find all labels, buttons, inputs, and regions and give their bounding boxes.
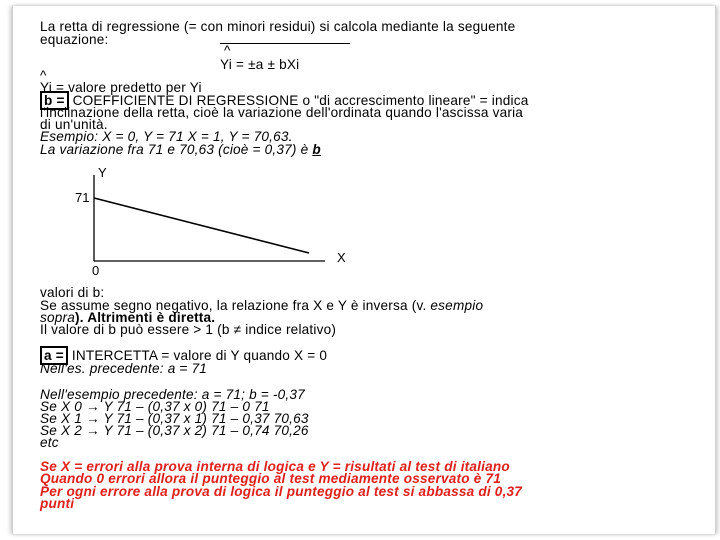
yhat-definition: Yi = valore predetto per Yi xyxy=(40,80,202,95)
b-definition: COEFFICIENTE DI REGRESSIONE o "di accrescimento lineare" = indica xyxy=(68,93,529,108)
y-tick-71: 71 xyxy=(75,190,90,205)
red-line-4: punti xyxy=(40,496,75,511)
variation-b: b xyxy=(312,142,321,157)
calc-line-1: Se X 1 → Y 71 – (0,37 x 1) 71 – 0,37 70,63 xyxy=(40,411,309,426)
red-line-1: Se X = errori alla prova interna di logica e Y = risultati al test di italiano xyxy=(40,459,510,474)
example-values-line: Nell'esempio precedente: a = 71; b = -0,37 xyxy=(40,387,305,402)
hat-mark: ^ xyxy=(224,43,231,58)
negative-esempio: esempio xyxy=(430,298,484,313)
text-line-unita: di un'unità. xyxy=(40,117,108,132)
hat-mark-2: ^ xyxy=(40,68,47,83)
y-axis-label: Y xyxy=(98,165,107,180)
red-line-2: Quando 0 errori allora il punteggio al test mediamente osservato è 71 xyxy=(40,471,502,486)
variation-text: La variazione fra 71 e 70,63 (cioè = 0,37) è xyxy=(40,142,313,157)
regression-chart xyxy=(70,165,370,280)
direct-text: ). Altrimenti è diretta. xyxy=(75,310,216,325)
x-axis-label: X xyxy=(337,250,346,265)
a-key: a = xyxy=(40,346,68,365)
variation-line xyxy=(40,143,321,157)
text-line-intro: La retta di regressione (= con minori residui) si calcola mediante la seguente xyxy=(40,19,516,34)
direct-sopra: sopra xyxy=(40,310,76,325)
text-line-inclinazione: l'inclinazione della retta, cioè la variazione dell'ordinata quando l'ascissa varia xyxy=(40,105,524,120)
b-greater-line: Il valore di b può essere > 1 (b ≠ indice relativo) xyxy=(40,322,337,337)
previous-example-line: Nell'es. precedente: a = 71 xyxy=(40,361,208,376)
b-key: b = xyxy=(40,91,69,110)
valori-heading: valori di b: xyxy=(40,285,105,300)
calc-line-2: Se X 2 → Y 71 – (0,37 x 2) 71 – 0,74 70,26 xyxy=(40,423,309,438)
regression-equation: Yi = ±a ± bXi xyxy=(220,57,300,72)
text-line-equazione: equazione: xyxy=(40,32,109,47)
negative-text: Se assume segno negativo, la relazione fra X e Y è inversa (v. xyxy=(40,298,431,313)
etc-line: etc xyxy=(40,435,59,450)
calc-line-0: Se X 0 → Y 71 – (0,37 x 0) 71 – 0 71 xyxy=(40,399,270,414)
equation-overline xyxy=(220,43,350,44)
example-line: Esempio: X = 0, Y = 71 X = 1, Y = 70,63. xyxy=(40,129,293,144)
regression-line xyxy=(94,198,309,253)
a-definition: INTERCETTA = valore di Y quando X = 0 xyxy=(67,348,328,363)
red-line-3: Per ogni errore alla prova di logica il punteggio al test si abbassa di 0,37 xyxy=(40,484,523,499)
origin-label: 0 xyxy=(92,263,100,278)
